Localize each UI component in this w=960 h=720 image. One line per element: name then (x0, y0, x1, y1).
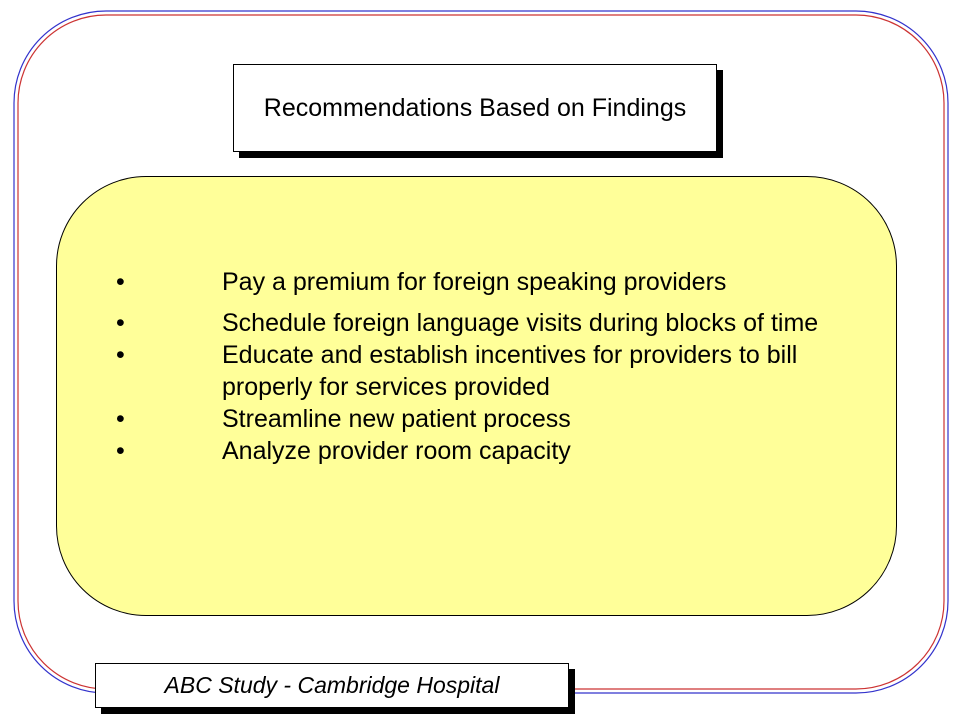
list-item (116, 403, 836, 435)
list-item-text: Streamline new patient process (222, 405, 571, 433)
list-item-text: Schedule foreign language visits during blocks of time (222, 309, 819, 337)
list-item-text: Pay a premium for foreign speaking providers (222, 268, 727, 296)
list-item (116, 339, 836, 403)
list-item (116, 266, 836, 298)
content-panel (56, 176, 897, 616)
bullet-icon: • (116, 341, 125, 369)
list-item (116, 307, 836, 339)
title-box (233, 64, 717, 152)
bullet-icon: • (116, 405, 125, 433)
bullet-icon: • (116, 309, 125, 337)
list-item-text: Educate and establish incentives for providers to bill properly for services provided (222, 341, 798, 401)
bullet-icon: • (116, 268, 125, 296)
list-item (116, 435, 836, 467)
footer-text: ABC Study - Cambridge Hospital (164, 672, 500, 698)
bullet-icon: • (116, 437, 125, 465)
recommendation-list (116, 266, 836, 467)
slide-title: Recommendations Based on Findings (263, 93, 687, 122)
list-item-text: Analyze provider room capacity (222, 437, 571, 465)
footer-box (95, 663, 569, 708)
